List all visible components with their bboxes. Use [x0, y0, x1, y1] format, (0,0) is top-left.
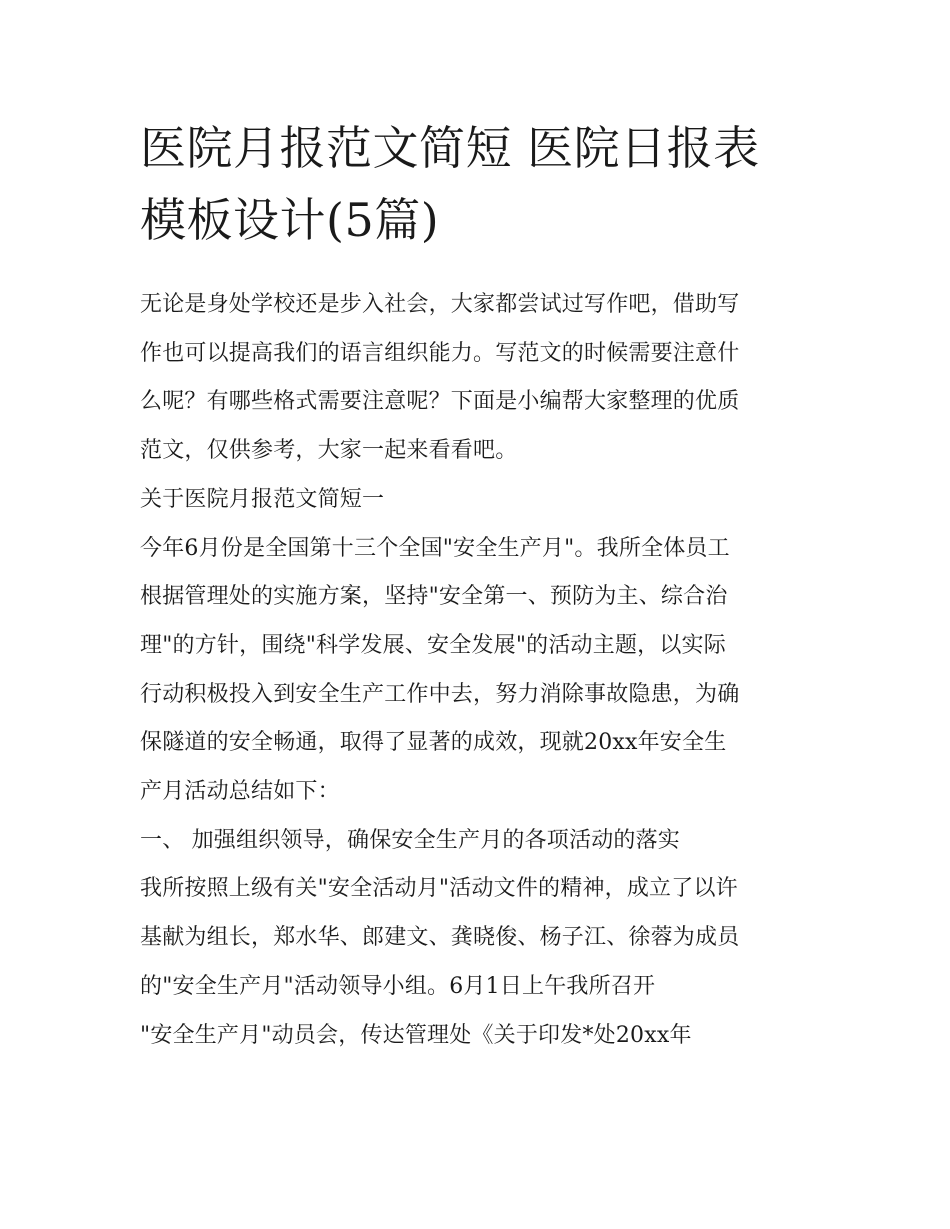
intro-line: 无论是身处学校还是步入社会，大家都尝试过写作吧，借助写: [140, 292, 740, 317]
paragraph-line: "安全生产月"动员会，传达管理处《关于印发*处20xx年: [140, 1022, 692, 1048]
title-line: 模板设计(5篇): [140, 193, 440, 247]
intro-line: 么呢？有哪些格式需要注意呢？下面是小编帮大家整理的优质: [140, 389, 740, 415]
paragraph-line: 我所按照上级有关"安全活动月"活动文件的精神，成立了以许: [140, 876, 738, 902]
paragraph-line: 产月活动总结如下：: [140, 779, 340, 805]
paragraph-line: 的"安全生产月"活动领导小组。6月1日上午我所召开: [140, 973, 656, 999]
paragraph-line: 理"的方针，围绕"科学发展、安全发展"的活动主题，以实际: [140, 632, 726, 658]
paragraph-line: 根据管理处的实施方案，坚持"安全第一、预防为主、综合治: [140, 584, 728, 610]
intro-line: 作也可以提高我们的语言组织能力。写范文的时候需要注意什: [140, 340, 740, 366]
section-heading: 关于医院月报范文简短一: [140, 486, 385, 512]
intro-line: 范文，仅供参考，大家一起来看看吧。: [140, 438, 518, 464]
title-line: 医院月报范文简短 医院日报表: [140, 121, 760, 175]
document-body: [140, 281, 814, 1060]
paragraph-line: 行动积极投入到安全生产工作中去，努力消除事故隐患，为确: [140, 681, 740, 707]
paragraph-line: 保隧道的安全畅通，取得了显著的成效，现就20xx年安全生: [140, 730, 727, 756]
document-title: [140, 112, 814, 256]
subsection-heading: 一、 加强组织领导，确保安全生产月的各项活动的落实: [140, 827, 680, 853]
paragraph-line: 基献为组长，郑水华、郎建文、龚晓俊、杨子江、徐蓉为成员: [140, 925, 740, 951]
paragraph-line: 今年6月份是全国第十三个全国"安全生产月"。我所全体员工: [140, 535, 730, 561]
